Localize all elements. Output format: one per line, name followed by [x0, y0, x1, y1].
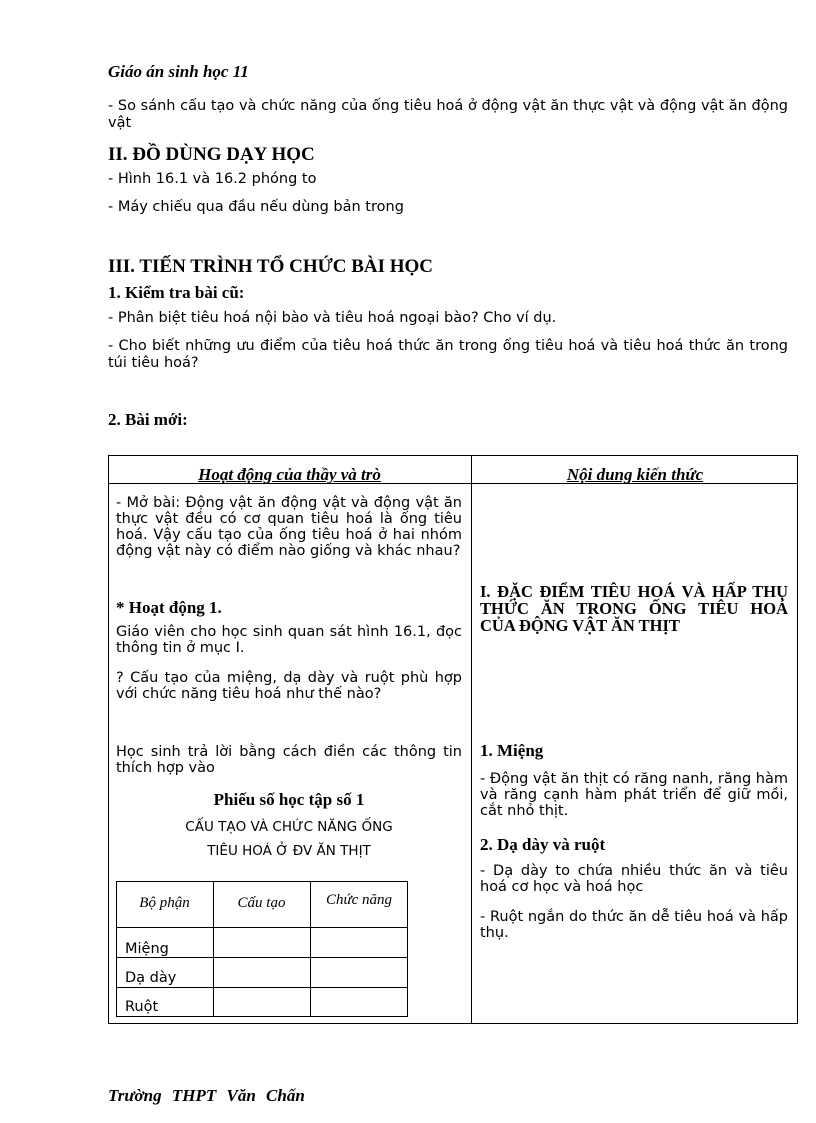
activity-title: * Hoạt động 1. [116, 598, 222, 617]
content-text-intestine: - Ruột ngắn do thức ăn dễ tiêu hoá và hấp thụ. [480, 909, 788, 941]
page-header: Giáo án sinh học 11 [108, 62, 249, 81]
section2-item: - Máy chiếu qua đầu nếu dùng bản trong [108, 199, 404, 215]
worksheet-row-line [116, 927, 408, 928]
worksheet-row-label: Miệng [125, 941, 169, 957]
page-footer: Trường THPT Văn Chấn [108, 1086, 305, 1105]
worksheet-row-label: Ruột [125, 999, 159, 1015]
content-text-stomach: - Dạ dày to chứa nhiều thức ăn và tiêu hoá cơ học và hoá học [480, 863, 788, 895]
section3-title: III. TIẾN TRÌNH TỔ CHỨC BÀI HỌC [108, 256, 434, 277]
teacher-instruction: Giáo viên cho học sinh quan sát hình 16.1, đọc thông tin ở mục I. [116, 624, 462, 656]
worksheet-header: Chức năng [325, 892, 393, 908]
worksheet-row-line [116, 957, 408, 958]
opening-text: - Mở bài: Động vật ăn động vật và động vật ăn thực vật đều có cơ quan tiêu hoá là ống tiêu hoá. Vậy cấu tạo của ống tiêu hoá ở hai nhóm động vật này có điểm nào giống và khác nhau? [116, 495, 462, 559]
worksheet-row-label: Dạ dày [125, 970, 177, 986]
worksheet-col-line [310, 881, 311, 1017]
content-text-mouth: - Động vật ăn thịt có răng nanh, răng hàm và răng cạnh hàm phát triển để giữ mồi, cắt nhỏ thịt. [480, 771, 788, 819]
question-2: - Cho biết những ưu điểm của tiêu hoá thức ăn trong ống tiêu hoá và tiêu hoá thức ăn trong túi tiêu hoá? [108, 338, 788, 371]
content-heading: I. ĐẶC ĐIỂM TIÊU HOÁ VÀ HẤP THỤ THỨC ĂN TRONG ỐNG TIÊU HOÁ CỦA ĐỘNG VẬT ĂN THỊT [480, 582, 788, 635]
content-sub-mouth: 1. Miệng [480, 741, 544, 760]
worksheet-row-line [116, 987, 408, 988]
question-1: - Phân biệt tiêu hoá nội bào và tiêu hoá ngoại bào? Cho ví dụ. [108, 310, 557, 326]
section2-item: - Hình 16.1 và 16.2 phóng to [108, 171, 317, 187]
worksheet-subtitle: TIÊU HOÁ Ở ĐV ĂN THỊT [207, 843, 371, 859]
section2-title: II. ĐỒ DÙNG DẠY HỌC [108, 144, 315, 165]
section3-sub1: 1. Kiểm tra bài cũ: [108, 283, 245, 302]
col2-header: Nội dung kiến thức [566, 465, 704, 484]
col1-header: Hoạt động của thầy và trò [198, 465, 381, 484]
worksheet-subtitle: CẤU TẠO VÀ CHỨC NĂNG ỐNG [185, 819, 393, 835]
worksheet-header: Bộ phận [139, 895, 190, 911]
intro-line: - So sánh cấu tạo và chức năng của ống tiêu hoá ở động vật ăn thực vật và động vật ăn động vật [108, 98, 788, 131]
teacher-question: ? Cấu tạo của miệng, dạ dày và ruột phù hợp với chức năng tiêu hoá như thế nào? [116, 670, 462, 702]
table-divider [471, 455, 472, 1024]
content-sub-stomach: 2. Dạ dày và ruột [480, 835, 606, 854]
worksheet-title: Phiếu số học tập số 1 [213, 790, 365, 809]
student-instruction: Học sinh trả lời bằng cách điền các thông tin thích hợp vào [116, 744, 462, 776]
section3-sub2: 2. Bài mới: [108, 410, 188, 429]
worksheet-header: Cấu tạo [237, 895, 286, 911]
